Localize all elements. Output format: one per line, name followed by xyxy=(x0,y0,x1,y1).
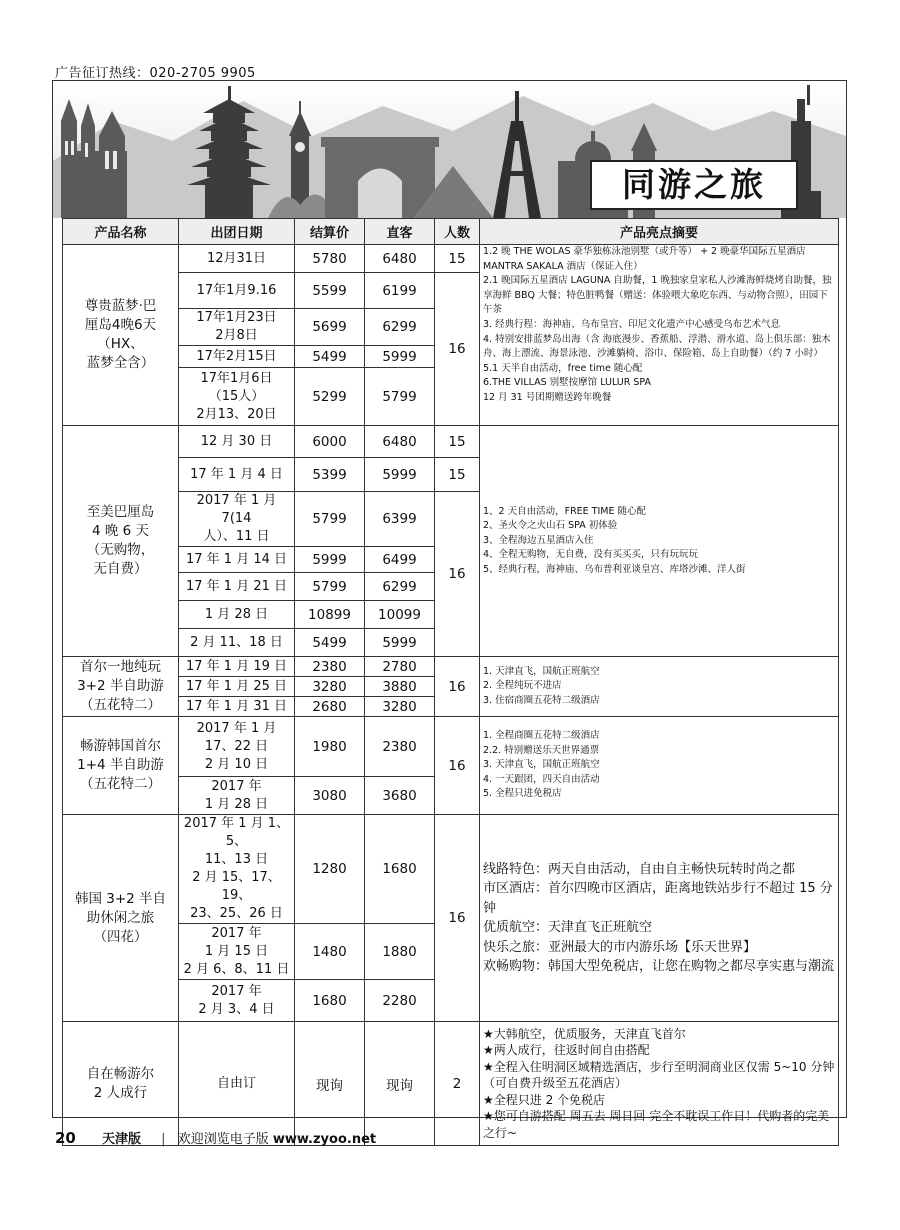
footer-slogan: 欢迎浏览电子版 xyxy=(177,1132,269,1147)
departure-date: 17 年 1 月 4 日 xyxy=(179,458,295,492)
product-name: 首尔一地纯玩 3+2 半自助游 （五花特二） xyxy=(63,657,179,717)
direct-price: 1680 xyxy=(365,815,435,924)
table-row xyxy=(63,657,839,677)
settle-price: 5699 xyxy=(295,309,365,346)
people-count: 16 xyxy=(435,717,480,815)
people-count: 15 xyxy=(435,426,480,458)
departure-date: 17年1月9.16 xyxy=(179,273,295,309)
settle-price: 5799 xyxy=(295,573,365,601)
direct-price: 2380 xyxy=(365,717,435,777)
settle-price: 5999 xyxy=(295,547,365,573)
table-row xyxy=(63,426,839,458)
direct-price: 3280 xyxy=(365,697,435,717)
table-header-row xyxy=(63,219,839,245)
product-name: 自在畅游尔 2 人成行 xyxy=(63,1022,179,1146)
direct-price: 10099 xyxy=(365,601,435,629)
page-number: 20 xyxy=(55,1129,76,1147)
settle-price: 3280 xyxy=(295,677,365,697)
settle-price: 5399 xyxy=(295,458,365,492)
direct-price: 3680 xyxy=(365,777,435,815)
departure-date: 17年1月23日 2月8日 xyxy=(179,309,295,346)
departure-date: 2017 年 1 月 17、22 日 2 月 10 日 xyxy=(179,717,295,777)
departure-date: 17 年 1 月 14 日 xyxy=(179,547,295,573)
settle-price: 1480 xyxy=(295,924,365,980)
departure-date: 2017 年 1 月 28 日 xyxy=(179,777,295,815)
page-footer xyxy=(55,1128,376,1147)
header-settle-price: 结算价 xyxy=(295,219,365,245)
departure-date: 12月31日 xyxy=(179,245,295,273)
direct-price: 6399 xyxy=(365,492,435,547)
people-count: 16 xyxy=(435,273,480,426)
highlights: 1. 天津直飞，国航正班航空 2. 全程纯玩不进店 3. 住宿商圈五花特二级酒店 xyxy=(480,657,839,717)
product-name: 至美巴厘岛 4 晚 6 天 （无购物， 无自费） xyxy=(63,426,179,657)
settle-price: 2380 xyxy=(295,657,365,677)
people-count: 15 xyxy=(435,458,480,492)
direct-price: 3880 xyxy=(365,677,435,697)
settle-price: 1680 xyxy=(295,980,365,1022)
departure-date: 12 月 30 日 xyxy=(179,426,295,458)
direct-price: 6199 xyxy=(365,273,435,309)
direct-price: 2280 xyxy=(365,980,435,1022)
settle-price: 5499 xyxy=(295,629,365,657)
settle-price: 5799 xyxy=(295,492,365,547)
departure-date: 17年1月6日 （15人） 2月13、20日 xyxy=(179,368,295,426)
direct-price: 现询 xyxy=(365,1022,435,1146)
table-row xyxy=(63,245,839,273)
header-product-name: 产品名称 xyxy=(63,219,179,245)
departure-date: 1 月 28 日 xyxy=(179,601,295,629)
product-name: 畅游韩国首尔 1+4 半自助游 （五花特二） xyxy=(63,717,179,815)
departure-date: 17年2月15日 xyxy=(179,346,295,368)
departure-date: 17 年 1 月 19 日 xyxy=(179,657,295,677)
departure-date: 2017 年 2 月 3、4 日 xyxy=(179,980,295,1022)
settle-price: 现询 xyxy=(295,1022,365,1146)
direct-price: 6299 xyxy=(365,573,435,601)
people-count: 16 xyxy=(435,492,480,657)
settle-price: 2680 xyxy=(295,697,365,717)
table-row xyxy=(63,1022,839,1146)
highlights: 1.2 晚 THE WOLAS 豪华独栋泳池别墅（或升等） + 2 晚豪华国际五星酒店 MANTRA SAKALA 酒店（保证入住） 2.1 晚国际五星酒店 LAGUNA 自助餐，1 晚独家皇家私人沙滩海鲜烧烤自助餐，独享海鲜 BBQ 大餐；特色脏鸭餐（赠送：体验喂大象吃东西、与动物合照），田园下午茶 3. 经典行程：海神庙、乌布皇宫、印尼文化遗产中心感受乌布艺术气息 4. 特别安排蓝梦岛出海（含 海底漫步、香蕉船、浮潜、滑水道、岛上俱乐部：独木舟、海上漂流、海景泳池、沙滩躺椅、浴巾、保险箱、岛上自助餐）（约 7 小时） 5.1 天半自由活动，free time 随心配 6.THE VILLAS 别墅按摩馆 LULUR SPA 12 月 31 号团期赠送跨年晚餐 xyxy=(480,245,839,426)
header-highlights: 产品亮点摘要 xyxy=(480,219,839,245)
footer-separator: | xyxy=(161,1132,166,1147)
departure-date: 自由订 xyxy=(179,1022,295,1146)
table-row xyxy=(63,815,839,924)
departure-date: 17 年 1 月 25 日 xyxy=(179,677,295,697)
direct-price: 5999 xyxy=(365,629,435,657)
edition-label: 天津版 xyxy=(102,1132,142,1147)
direct-price: 5999 xyxy=(365,458,435,492)
website-link[interactable]: www.zyoo.net xyxy=(272,1132,377,1147)
direct-price: 6299 xyxy=(365,309,435,346)
settle-price: 6000 xyxy=(295,426,365,458)
product-name: 韩国 3+2 半自 助休闲之旅 （四花） xyxy=(63,815,179,1022)
header-direct-price: 直客 xyxy=(365,219,435,245)
departure-date: 2017 年 1 月 7(14 人）、11 日 xyxy=(179,492,295,547)
settle-price: 5299 xyxy=(295,368,365,426)
departure-date: 17 年 1 月 21 日 xyxy=(179,573,295,601)
brand-title: 同游之旅 xyxy=(590,160,798,210)
product-name: 尊贵蓝梦·巴 厘岛4晚6天 （HX、 蓝梦全含） xyxy=(63,245,179,426)
direct-price: 2780 xyxy=(365,657,435,677)
header-people: 人数 xyxy=(435,219,480,245)
header-departure-date: 出团日期 xyxy=(179,219,295,245)
highlights: 1、2 天自由活动，FREE TIME 随心配 2、圣火令之火山石 SPA 初体验 3、全程海边五星酒店入住 4、全程无购物，无自费，没有买买买，只有玩玩玩 5、经典行程，海神庙、乌布普利亚谈皇宫、库塔沙滩、洋人街 xyxy=(480,426,839,657)
products-table xyxy=(62,218,839,1146)
settle-price: 1280 xyxy=(295,815,365,924)
people-count: 2 xyxy=(435,1022,480,1146)
ad-hotline: 广告征订热线：020-2705 9905 xyxy=(55,66,256,81)
highlights: 1. 全程商圈五花特二级酒店 2.2. 特别赠送乐天世界通票 3. 天津直飞，国航正班航空 4. 一天跟团，四天自由活动 5. 全程只进免税店 xyxy=(480,717,839,815)
highlights: 线路特色：两天自由活动，自由自主畅快玩转时尚之都 市区酒店：首尔四晚市区酒店，距离地铁站步行不超过 15 分钟 优质航空：天津直飞正班航空 快乐之旅：亚洲最大的市内游乐场【乐天世界】 欢畅购物：韩国大型免税店，让您在购物之都尽享实惠与潮流 xyxy=(480,815,839,1022)
direct-price: 5999 xyxy=(365,346,435,368)
departure-date: 2017 年 1 月 1、5、 11、13 日 2 月 15、17、19、 23、25、26 日 xyxy=(179,815,295,924)
settle-price: 5599 xyxy=(295,273,365,309)
highlights: ★大韩航空，优质服务，天津直飞首尔 ★两人成行，往返时间自由搭配 ★全程入住明洞区域精选酒店，步行至明洞商业区仅需 5~10 分钟（可自费升级至五花酒店） ★全程只进 2 个免税店 ★您可自游搭配 周五去 周日回 完全不耽误工作日！代购者的完美之行~ xyxy=(480,1022,839,1146)
direct-price: 5799 xyxy=(365,368,435,426)
settle-price: 3080 xyxy=(295,777,365,815)
settle-price: 10899 xyxy=(295,601,365,629)
settle-price: 5499 xyxy=(295,346,365,368)
table-row xyxy=(63,717,839,777)
direct-price: 6480 xyxy=(365,245,435,273)
departure-date: 2017 年 1 月 15 日 2 月 6、8、11 日 xyxy=(179,924,295,980)
direct-price: 6499 xyxy=(365,547,435,573)
people-count: 15 xyxy=(435,245,480,273)
departure-date: 17 年 1 月 31 日 xyxy=(179,697,295,717)
direct-price: 1880 xyxy=(365,924,435,980)
direct-price: 6480 xyxy=(365,426,435,458)
settle-price: 1980 xyxy=(295,717,365,777)
people-count: 16 xyxy=(435,657,480,717)
people-count: 16 xyxy=(435,815,480,1022)
departure-date: 2 月 11、18 日 xyxy=(179,629,295,657)
settle-price: 5780 xyxy=(295,245,365,273)
